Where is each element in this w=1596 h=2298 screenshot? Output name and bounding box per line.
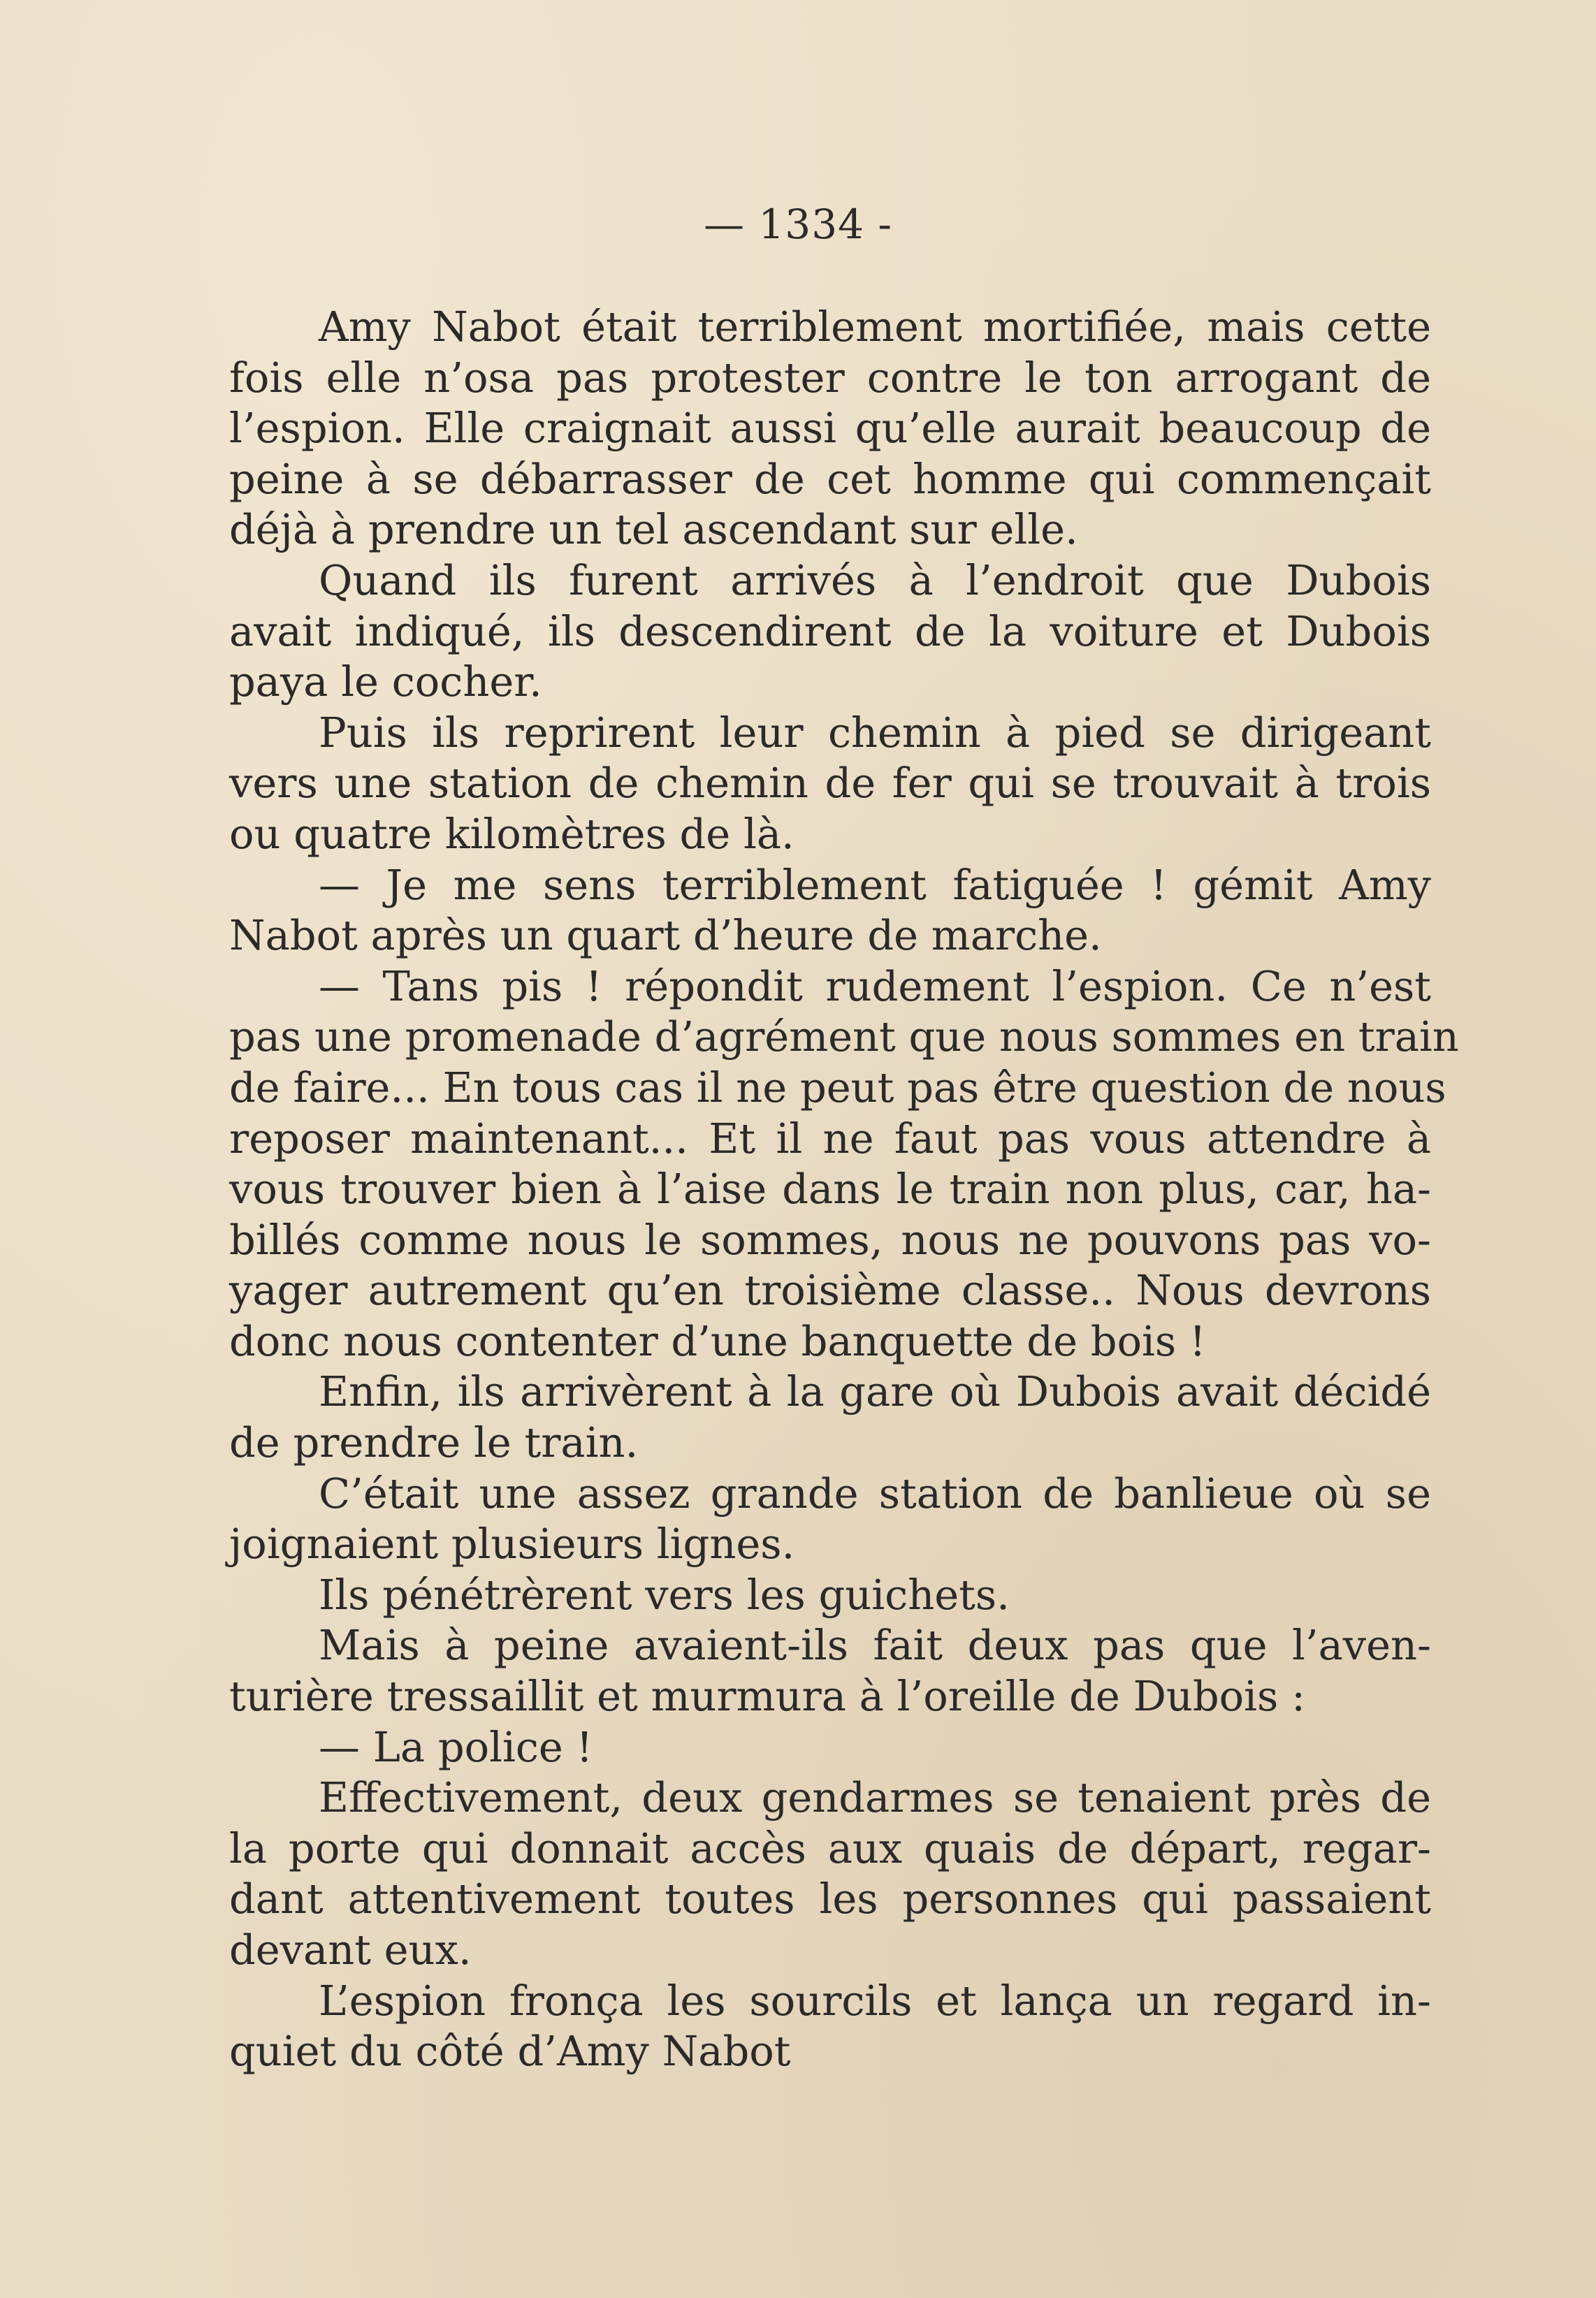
text-line: pas une promenade d’agrément que nous sommes en train xyxy=(229,1012,1459,1061)
text-line: de prendre le train. xyxy=(229,1418,639,1467)
text-line: déjà à prendre un tel ascendant sur elle. xyxy=(229,505,1078,554)
text-line: dant attentivement toutes les personnes qui passaient xyxy=(229,1875,1431,1924)
text-line: devant eux. xyxy=(229,1926,472,1974)
text-line: Quand ils furent arrivés à l’endroit que Dubois xyxy=(319,555,1431,604)
text-line: vous trouver bien à l’aise dans le train non plus, car, ha- xyxy=(229,1165,1431,1214)
text-line: turière tressaillit et murmura à l’oreille de Dubois : xyxy=(229,1672,1305,1721)
text-line: peine à se débarrasser de cet homme qui commençait xyxy=(229,454,1431,503)
text-line: Mais à peine avaient-ils fait deux pas que l’aven- xyxy=(319,1621,1431,1670)
text-line: Ils pénétrèrent vers les guichets. xyxy=(319,1570,1010,1619)
page-number: — 1334 - xyxy=(703,201,893,248)
body-text xyxy=(229,302,1459,2077)
text-line: — Tans pis ! répondit rudement l’espion. Ce n’est xyxy=(319,961,1431,1010)
text-line: avait indiqué, ils descendirent de la voiture et Dubois xyxy=(229,606,1431,655)
text-line: Effectivement, deux gendarmes se tenaient près de xyxy=(319,1773,1431,1822)
text-line: reposer maintenant... Et il ne faut pas vous attendre à xyxy=(229,1114,1431,1163)
text-line: Nabot après un quart d’heure de marche. xyxy=(229,911,1102,960)
text-line: Puis ils reprirent leur chemin à pied se dirigeant xyxy=(319,708,1431,757)
text-line: ou quatre kilomètres de là. xyxy=(229,809,795,858)
text-line: l’espion. Elle craignait aussi qu’elle aurait beaucoup de xyxy=(229,404,1431,453)
text-line: — La police ! xyxy=(319,1722,593,1771)
text-line: yager autrement qu’en troisième classe.. Nous devrons xyxy=(229,1266,1431,1315)
text-line: fois elle n’osa pas protester contre le ton arrogant de xyxy=(229,353,1431,402)
text-line: Amy Nabot était terriblement mortifiée, mais cette xyxy=(319,303,1431,351)
text-line: la porte qui donnait accès aux quais de départ, regar- xyxy=(229,1824,1431,1872)
text-line: billés comme nous le sommes, nous ne pouvons pas vo- xyxy=(229,1215,1431,1264)
text-line: — Je me sens terriblement fatiguée ! gémit Amy xyxy=(319,860,1431,909)
text-line: quiet du côté d’Amy Nabot xyxy=(229,2027,791,2076)
text-line: L’espion fronça les sourcils et lança un regard in- xyxy=(319,1976,1431,2025)
text-line: donc nous contenter d’une banquette de bois ! xyxy=(229,1316,1206,1365)
text-line: joignaient plusieurs lignes. xyxy=(229,1520,795,1569)
text-line: Enfin, ils arrivèrent à la gare où Dubois avait décidé xyxy=(319,1367,1431,1416)
text-line: C’était une assez grande station de banlieue où se xyxy=(319,1469,1431,1518)
text-line: paya le cocher. xyxy=(229,657,542,706)
text-line: de faire... En tous cas il ne peut pas être question de nous xyxy=(229,1063,1446,1112)
text-line: vers une station de chemin de fer qui se trouvait à trois xyxy=(229,759,1431,808)
